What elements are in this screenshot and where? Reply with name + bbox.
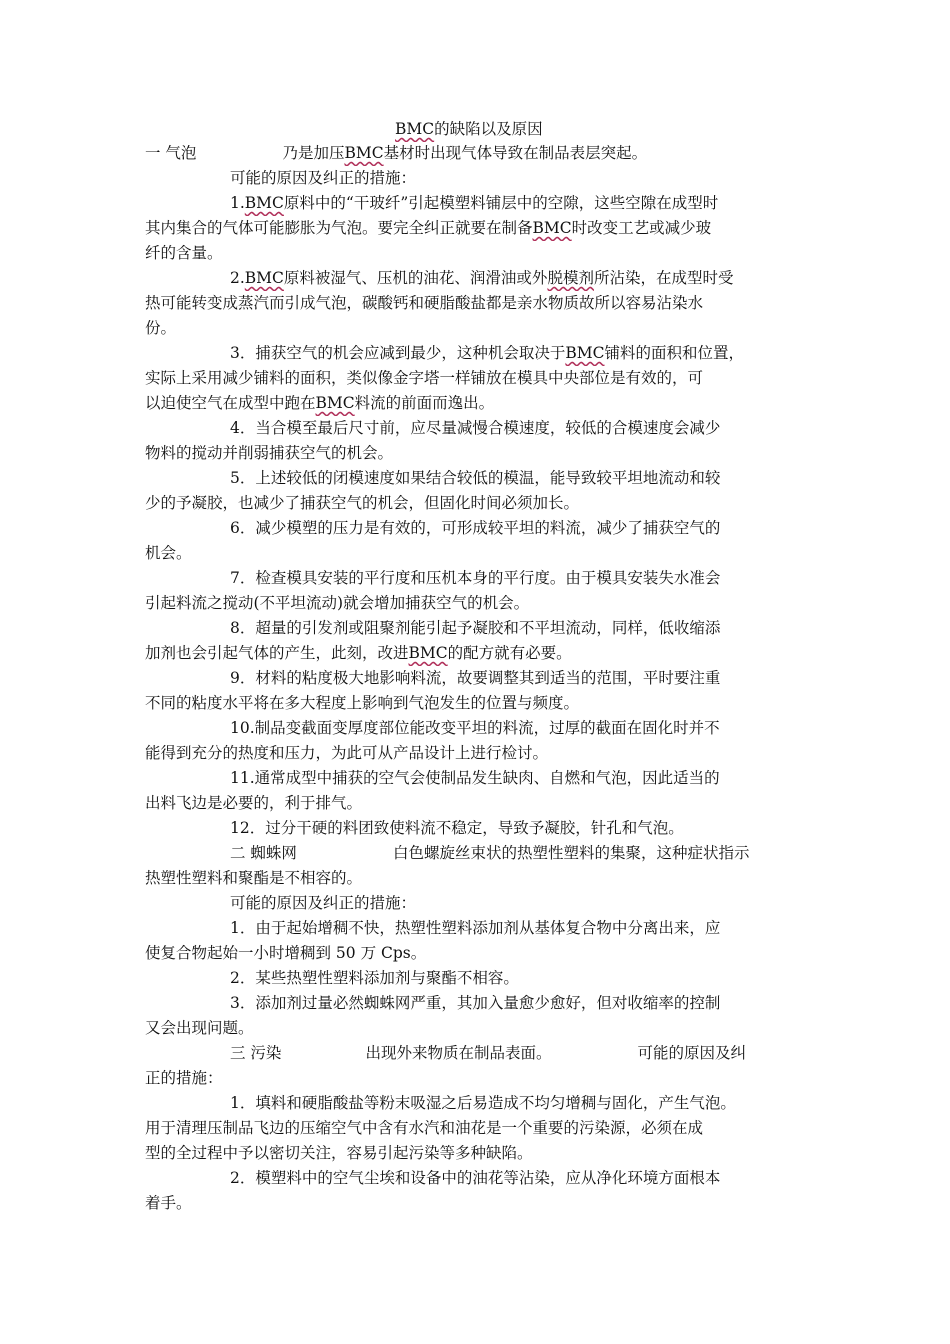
s1-i2-text2: 所沾染，在成型时受 [593,269,734,287]
s2-item1-line1: 1．由于起始增稠不快，热塑性塑料添加剂从基体复合物中分离出来，应 [230,919,721,937]
s1-i3-bmc: BMC [565,344,605,362]
s1-item11-line2: 出料飞边是必要的，利于排气。 [145,794,363,812]
s1-i3-text: 3．捕获空气的机会应减到最少，这种机会取决于 [230,344,566,362]
s2-causes: 可能的原因及纠正的措施： [230,894,417,912]
s1-i1-bmc2: BMC [532,219,572,237]
s1-item3-line2: 实际上采用减少铺料的面积，类似像金字塔一样铺放在模具中央部位是有效的，可 [145,369,704,387]
s1-item7-line2: 引起料流之搅动(不平坦流动)就会增加捕获空气的机会。 [145,594,530,612]
s1-i3-text3: 以迫使空气在成型中跑在 [145,394,316,412]
s1-item11-line1: 11.通常成型中捕获的空气会使制品发生缺肉、自燃和气泡，因此适当的 [230,769,720,787]
s1-i3-bmc2: BMC [315,394,355,412]
s1-i2-bmc: BMC [244,269,284,287]
s2-def-line2: 热塑性塑料和聚酯是不相容的。 [145,869,363,887]
s3-item1-line3: 型的全过程中予以密切关注，容易引起污染等多种缺陷。 [145,1144,533,1162]
s1-item9-line1: 9．材料的粘度极大地影响料流，故要调整其到适当的范围，平时要注重 [230,669,721,687]
s1-item2-line2: 热可能转变成蒸汽而引成气泡，碳酸钙和硬脂酸盐都是亲水物质故所以容易沾染水 [145,294,704,312]
s2-item3-line1: 3．添加剂过量必然蜘蛛网严重，其加入量愈少愈好，但对收缩率的控制 [230,994,721,1012]
s1-item2-line1 [230,266,810,291]
s1-i8-text: 加剂也会引起气体的产生，此刻，改进 [145,644,409,662]
s3-item1-line1: 1．填料和硬脂酸盐等粉末吸湿之后易造成不均匀增稠与固化，产生气泡。 [230,1094,736,1112]
s2-item3-line2: 又会出现问题。 [145,1019,254,1037]
s1-item1-line1 [230,191,810,216]
s1-def-a: 乃是加压 [282,144,345,162]
s3-heading-line [230,1041,810,1066]
s1-i1-num: 1. [230,194,245,212]
s1-item2-line3: 份。 [145,319,177,337]
s1-i8-bmc: BMC [408,644,448,662]
s1-i8-text2: 的配方就有必要。 [447,644,572,662]
s2-item2: 2．某些热塑性塑料添加剂与聚酯不相容。 [230,969,519,987]
title-bmc: BMC [395,120,435,138]
s1-item5-line2: 少的予凝胶，也减少了捕获空气的机会，但固化时间必须加长。 [145,494,580,512]
s1-item8-line2 [145,641,810,666]
s1-heading-line [145,141,810,166]
s1-i2-underlined: 脱模剂 [547,269,594,287]
s1-item10-line2: 能得到充分的热度和压力，为此可从产品设计上进行检讨。 [145,744,549,762]
s1-def-bmc: BMC [344,144,384,162]
s1-item4-line2: 物料的搅动并削弱捕获空气的机会。 [145,444,394,462]
s3-label: 三 污染 [230,1044,282,1062]
s1-def-b: 基材时出现气体导致在制品表层突起。 [383,144,648,162]
s2-item1-line2: 使复合物起始一小时增稠到 50 万 Cps。 [145,944,427,962]
s1-i1-text2: 其内集合的气体可能膨胀为气泡。要完全纠正就要在制备 [145,219,533,237]
s1-i2-text: 原料被湿气、压机的油花、润滑油或外 [283,269,548,287]
s1-i1-text: 原料中的“干玻纤”引起模塑料铺层中的空隙，这些空隙在成型时 [283,194,719,212]
s1-i3-text4: 料流的前面而逸出。 [354,394,495,412]
s1-i1-bmc: BMC [244,194,284,212]
s1-item3-line1 [230,341,810,366]
s1-item7-line1: 7．检查模具安装的平行度和压机本身的平行度。由于模具安装失水准会 [230,569,721,587]
s1-causes: 可能的原因及纠正的措施： [230,169,417,187]
s3-causes-a: 可能的原因及纠 [637,1044,746,1062]
s2-label: 二 蜘蛛网 [230,844,297,862]
s1-item1-line2 [145,216,810,241]
s1-item6-line1: 6．减少模塑的压力是有效的，可形成较平坦的料流，减少了捕获空气的 [230,519,721,537]
s1-item1-line3: 纤的含量。 [145,244,223,262]
s1-i2-num: 2. [230,269,245,287]
title-text: 的缺陷以及原因 [434,120,543,138]
s1-label: 一 气泡 [145,144,197,162]
s1-item3-line3 [145,391,810,416]
s3-item2-line1: 2．模塑料中的空气尘埃和设备中的油花等沾染，应从净化环境方面根本 [230,1169,721,1187]
s1-item6-line2: 机会。 [145,544,192,562]
s3-item2-line2: 着手。 [145,1194,192,1212]
s1-item5-line1: 5．上述较低的闭模速度如果结合较低的模温，能导致较平坦地流动和较 [230,469,721,487]
s2-heading-line [230,841,810,866]
s2-def-a: 白色螺旋丝束状的热塑性塑料的集聚，这种症状指示 [392,844,750,862]
s1-i3-text2: 铺料的面积和位置， [604,344,745,362]
s1-item9-line2: 不同的粘度水平将在多大程度上影响到气泡发生的位置与频度。 [145,694,580,712]
s3-item1-line2: 用于清理压制品飞边的压缩空气中含有水汽和油花是一个重要的污染源，必须在成 [145,1119,704,1137]
doc-title [395,117,695,142]
s1-item12: 12．过分干硬的料团致使料流不稳定，导致予凝胶，针孔和气泡。 [230,819,684,837]
s3-def: 出现外来物质在制品表面。 [365,1044,552,1062]
s1-item10-line1: 10.制品变截面变厚度部位能改变平坦的料流，过厚的截面在固化时并不 [230,719,720,737]
s3-causes-line2: 正的措施： [145,1069,223,1087]
s1-i1-text3: 时改变工艺或减少玻 [571,219,712,237]
s1-item8-line1: 8．超量的引发剂或阻聚剂能引起予凝胶和不平坦流动，同样，低收缩添 [230,619,721,637]
s1-item4-line1: 4．当合模至最后尺寸前，应尽量减慢合模速度，较低的合模速度会减少 [230,419,721,437]
